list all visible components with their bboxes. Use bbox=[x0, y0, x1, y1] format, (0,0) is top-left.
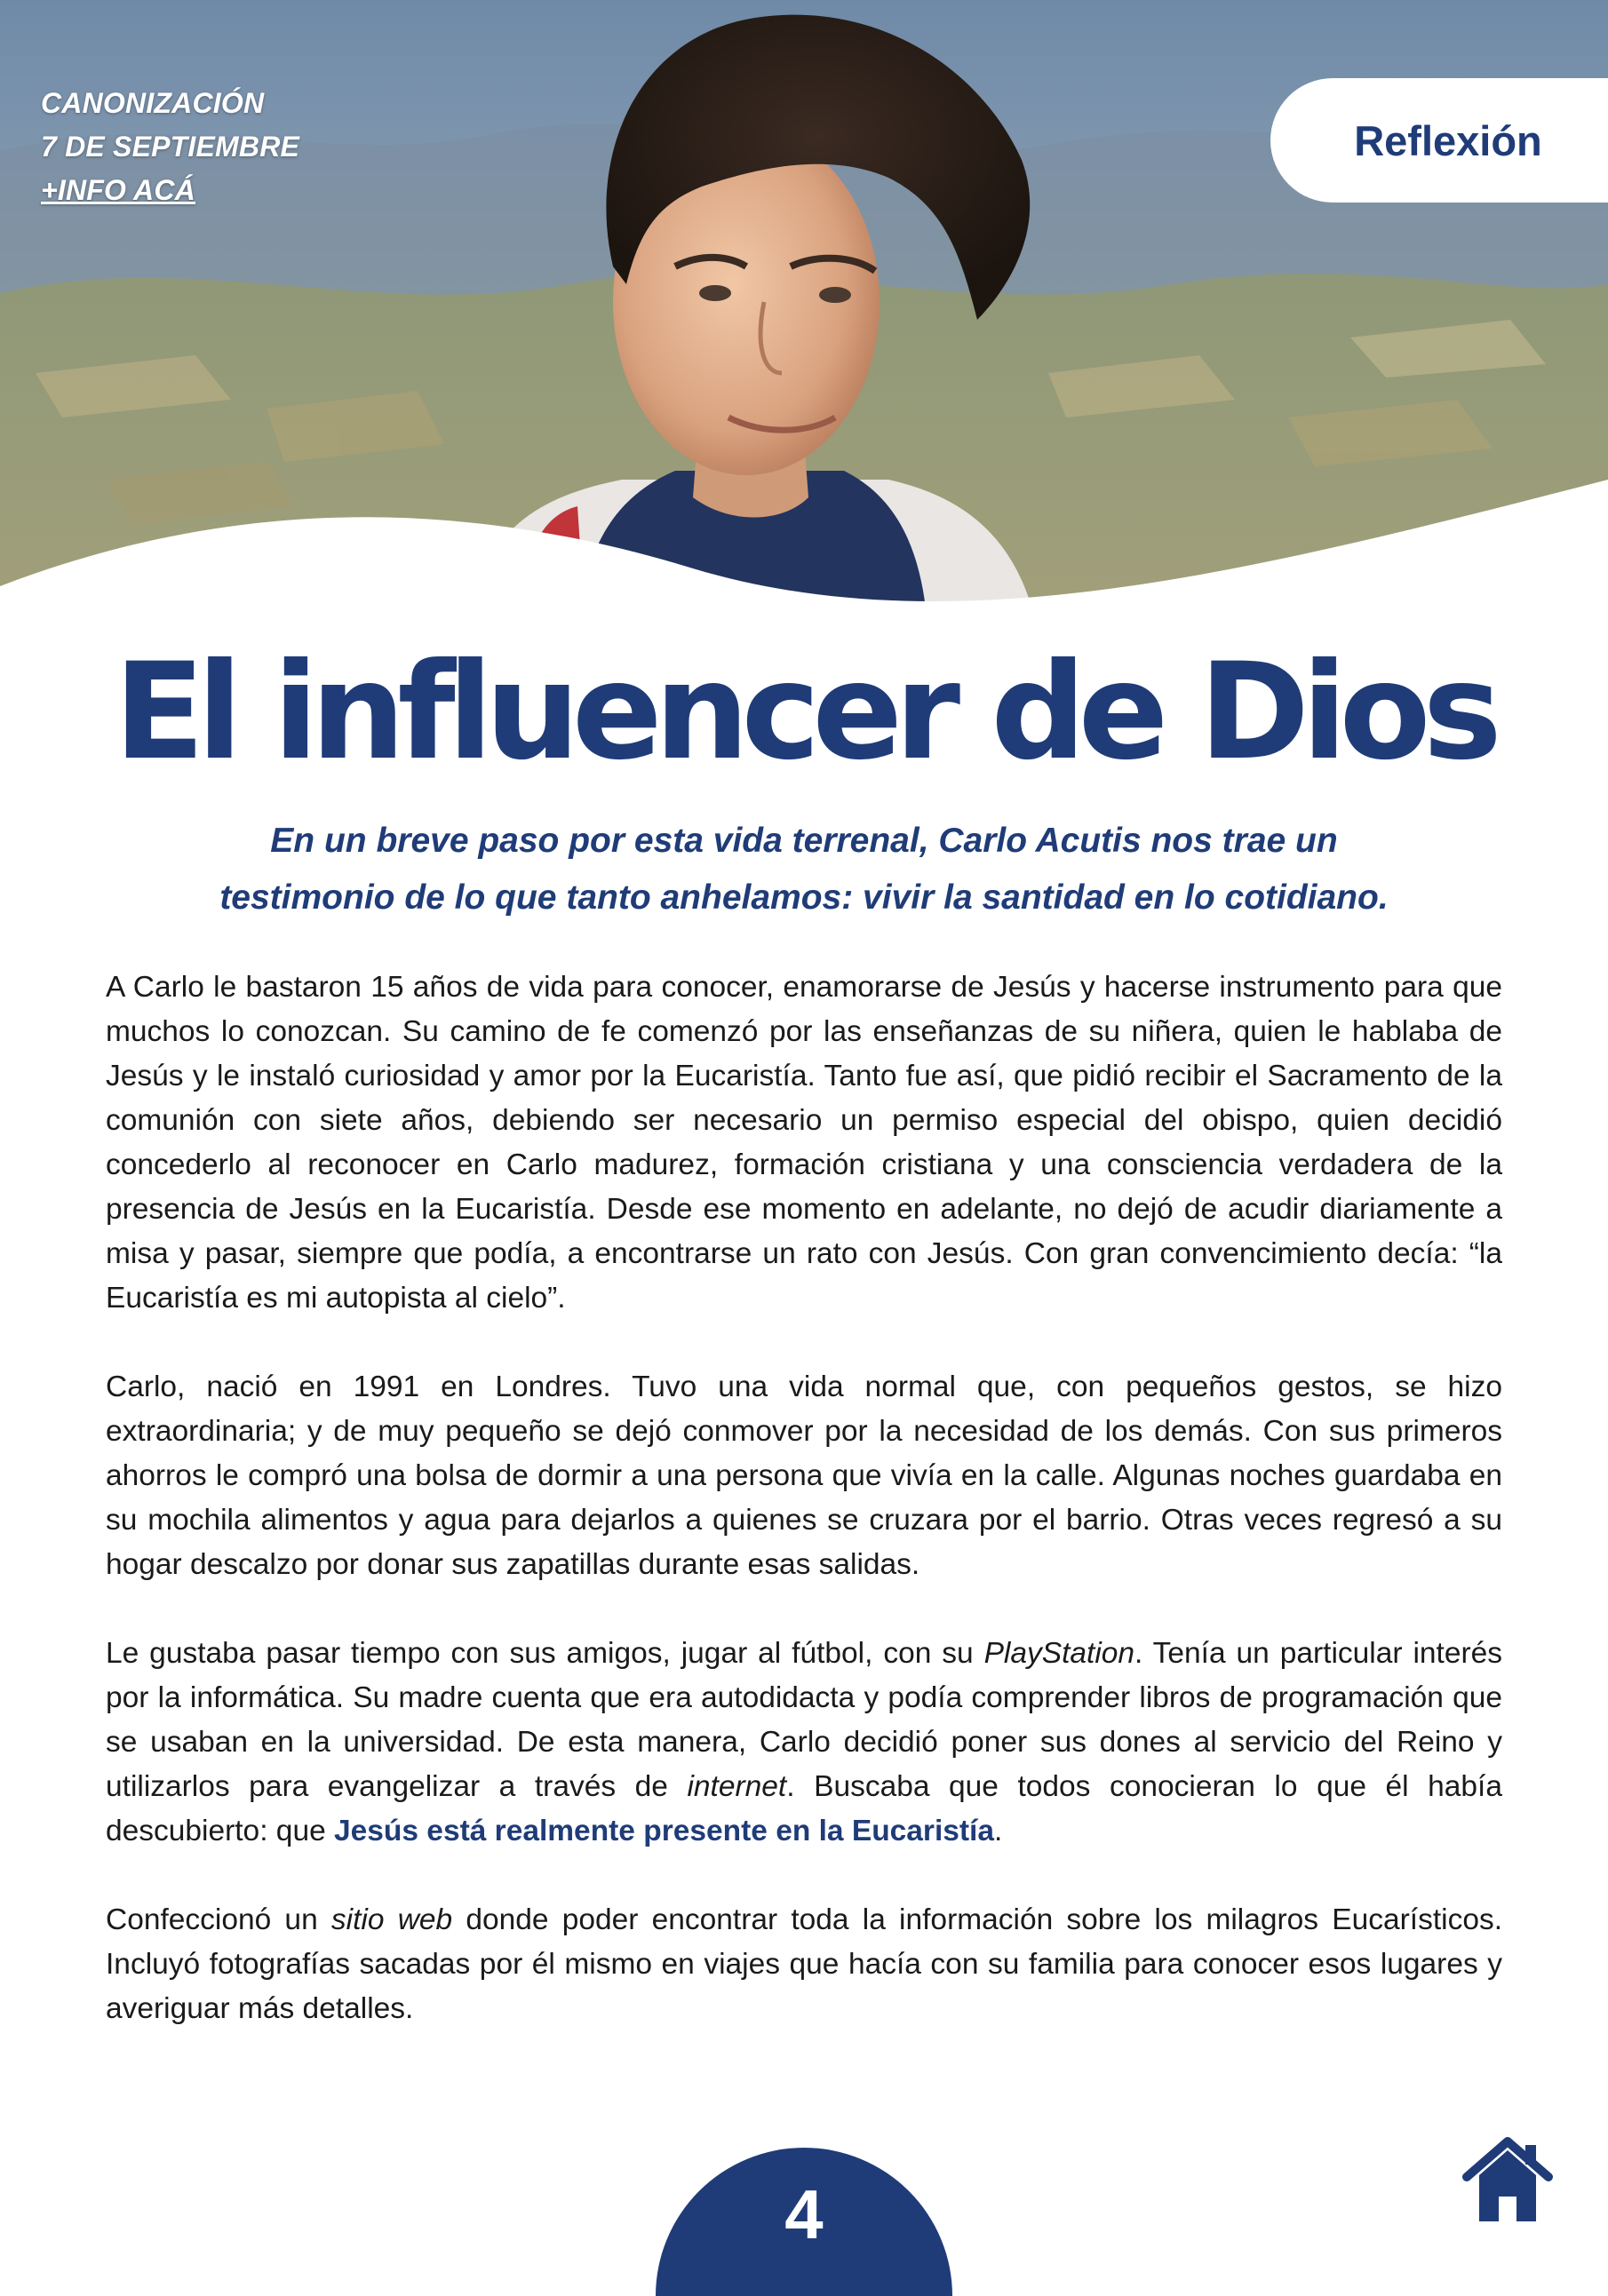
text-run: . Tenía un particular interés por la informática. Su madre cuenta que era autodidacta y podía comprender libros de programación que se usaban en la universidad. De esta manera, Carlo decidió poner sus dones al servicio del Reino y utilizarlos para evangelizar a través de bbox=[106, 1637, 1502, 1803]
text-run: . bbox=[994, 1815, 1003, 1847]
more-info-link[interactable]: +INFO ACÁ bbox=[41, 174, 195, 206]
text-run: . Buscaba que todos conocieran lo que él había descubierto: que bbox=[106, 1770, 1502, 1847]
paragraph-2: Carlo, nació en 1991 en Londres. Tuvo una vida normal que, con pequeños gestos, se hizo extraordinaria; y de muy pequeño se dejó conmover por la necesidad de los demás. Con sus primeros ahorros le compró una bolsa de dormir a una persona que vivía en la calle. Algunas noches guardaba en su mochila alimentos y agua para dejarlos a quienes se cruzara por el barrio. Otras veces regresó a su hogar descalzo por donar sus zapatillas durante esas salidas. bbox=[106, 1370, 1502, 1581]
emphasis-internet: internet bbox=[687, 1770, 787, 1803]
section-tab-label: Reflexión bbox=[1354, 116, 1542, 164]
emphasis-playstation: PlayStation bbox=[983, 1637, 1135, 1670]
emphasis-sitio-web: sitio web bbox=[330, 1903, 453, 1936]
subtitle-line: En un breve paso por esta vida terrenal, Carlo Acutis nos trae un bbox=[270, 822, 1338, 860]
text-run: donde poder encontrar toda la información sobre los milagros Eucarísticos. Incluyó fotografías sacadas por él mismo en viajes que hacía con su familia para conocer esos lugares y averiguar más detalles. bbox=[106, 1903, 1503, 2025]
info-line-date: 7 DE SEPTIEMBRE bbox=[41, 131, 300, 163]
page-number: 4 bbox=[784, 2175, 824, 2253]
section-tab bbox=[1270, 78, 1608, 203]
paragraph-4 bbox=[106, 1898, 1502, 2031]
article-title: El influencer de Dios bbox=[114, 635, 1494, 790]
highlight-eucaristia: Jesús está realmente presente en la Eucaristía bbox=[334, 1815, 994, 1847]
article-body bbox=[106, 965, 1502, 2076]
subtitle-line: testimonio de lo que tanto anhelamos: vivir la santidad en lo cotidiano. bbox=[219, 878, 1389, 917]
canonization-info bbox=[41, 82, 299, 212]
home-icon[interactable] bbox=[1461, 2136, 1554, 2225]
text-run: Confeccionó un bbox=[106, 1903, 331, 1936]
paragraph-1: A Carlo le bastaron 15 años de vida para conocer, enamorarse de Jesús y hacerse instrumento para que muchos lo conozcan. Su camino de fe comenzó por las enseñanzas de su niñera, quien le hablaba de Jesús y le instaló curiosidad y amor por la Eucaristía. Tanto fue así, que pidió recibir el Sacramento de la comunión con siete años, debiendo ser necesario un permiso especial del obispo, quien decidió concederlo al reconocer en Carlo madurez, formación cristiana y una consciencia verdadera de la presencia de Jesús en la Eucaristía. Desde ese momento en adelante, no dejó de acudir diariamente a misa y pasar, siempre que podía, a encontrarse un rato con Jesús. Con gran convencimiento decía: “la Eucaristía es mi autopista al cielo”. bbox=[106, 971, 1502, 1315]
info-line-canonizacion: CANONIZACIÓN bbox=[41, 87, 265, 119]
text-run: Le gustaba pasar tiempo con sus amigos, jugar al fútbol, con su bbox=[106, 1637, 984, 1670]
article-subtitle bbox=[115, 813, 1493, 926]
paragraph-3 bbox=[106, 1632, 1502, 1854]
